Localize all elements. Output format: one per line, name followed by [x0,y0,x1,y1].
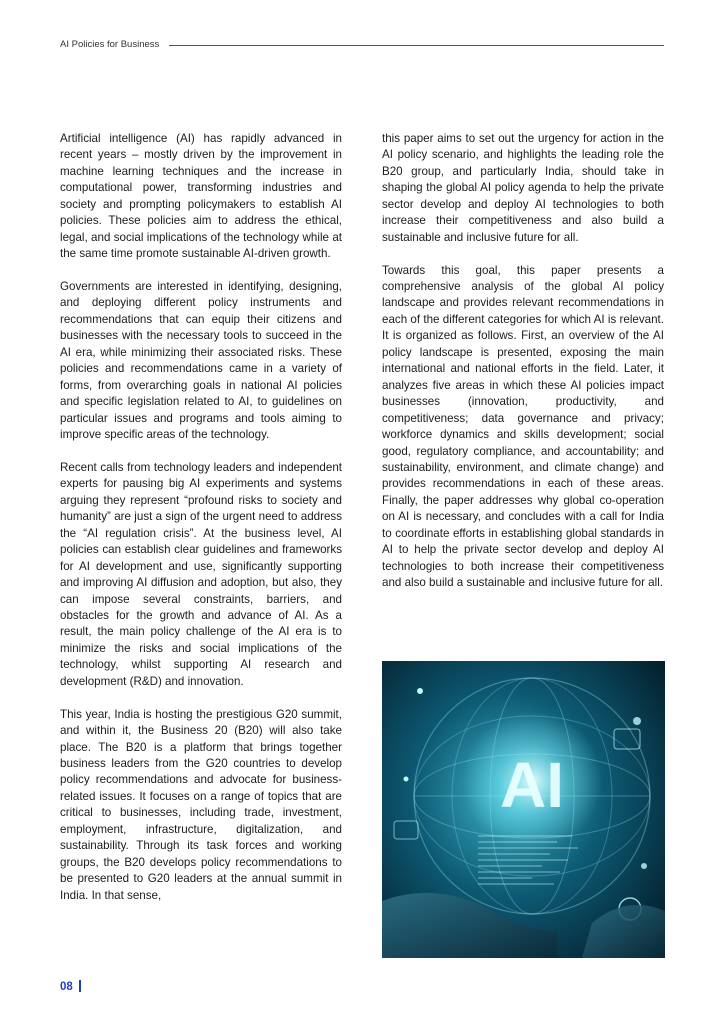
running-header-title: AI Policies for Business [60,38,160,50]
paragraph: Governments are interested in identifying, designing, and deploying different policy instruments and recommendations that can equip their citizens and businesses with the necessary tools to succeed in the AI era, while minimizing their associated risks. These policies and recommendations came in a variety of forms, from overarching goals in national AI policies and specific legislation related to AI, to guidelines on particular issues and programs and tools aiming to improve specific areas of the technology. [60,280,342,442]
page-footer [60,980,81,993]
ai-overlay-text: AI [500,749,564,821]
paragraph: Recent calls from technology leaders and independent experts for pausing big AI experiments and systems arguing they represent “profound risks to society and humanity” are just a sign of the urgent need to address the “AI regulation crisis”. At the business level, AI policies can establish clear guidelines and frameworks for AI development and use, significantly supporting and improving AI diffusion and adoption, but also, they can impose several constraints, barriers, and obstacles for the growth and advance of AI. As a result, the main policy challenge of the AI era is to minimize the risks and social implications of the technology, whilst supporting AI research and development (R&D) and innovation. [60,460,342,688]
right-column [382,131,664,608]
paragraph: Towards this goal, this paper presents a comprehensive analysis of the global AI policy landscape and provides relevant recommendations in each of the different categories for which AI is relevant. It is organized as follows. First, an overview of the AI policy landscape is presented, exposing the main international and national efforts in the field. Later, it analyzes five areas in which these AI policies impact businesses (innovation, productivity, and competitiveness; data governance and privacy; workforce dynamics and skills development; social good, regulatory compliance, and accountability; and sustainability, environment, and climate change) and provides recommendations in each of these areas. Finally, the paper addresses why global co-operation on AI is necessary, and concludes with a call for India to coordinate efforts in establishing global standards in AI to help the private sector develop and deploy AI technologies to both increase their competitiveness and also build a sustainable and inclusive future for all. [382,263,664,590]
ai-globe-graphic [382,661,665,958]
header-rule [169,45,664,46]
paragraph: This year, India is hosting the prestigious G20 summit, and within it, the Business 20 (B20) will also take place. The B20 is a platform that brings together business leaders from the G20 countries to develop policy recommendations and advocate for business-related issues. It focuses on a range of topics that are critical to businesses, including trade, investment, employment, infrastructure, digitalization, and sustainability. Through its task forces and working groups, the B20 develops policy recommendations to be presented to G20 leaders at the annual summit in India. In that sense, [60,707,342,902]
left-column [60,131,342,921]
running-header [60,36,664,52]
paragraph: this paper aims to set out the urgency for action in the AI policy scenario, and highlights the leading role the B20 group, and particularly India, should take in shaping the global AI policy agenda to help the private sector develop and deploy AI technologies to both increase their competitiveness and also build a sustainable and inclusive future for all. [382,132,664,244]
page-number-bar [79,980,81,992]
page-number: 08 [60,981,73,993]
ai-illustration-image [382,661,665,958]
paragraph: Artificial intelligence (AI) has rapidly advanced in recent years – mostly driven by the improvement in machine learning techniques and the increase in computational power, transforming industries and society and prompting policymakers to establish AI policies. These policies aim to address the ethical, legal, and social implications of the technology while at the same time promote sustainable AI-driven growth. [60,132,342,261]
